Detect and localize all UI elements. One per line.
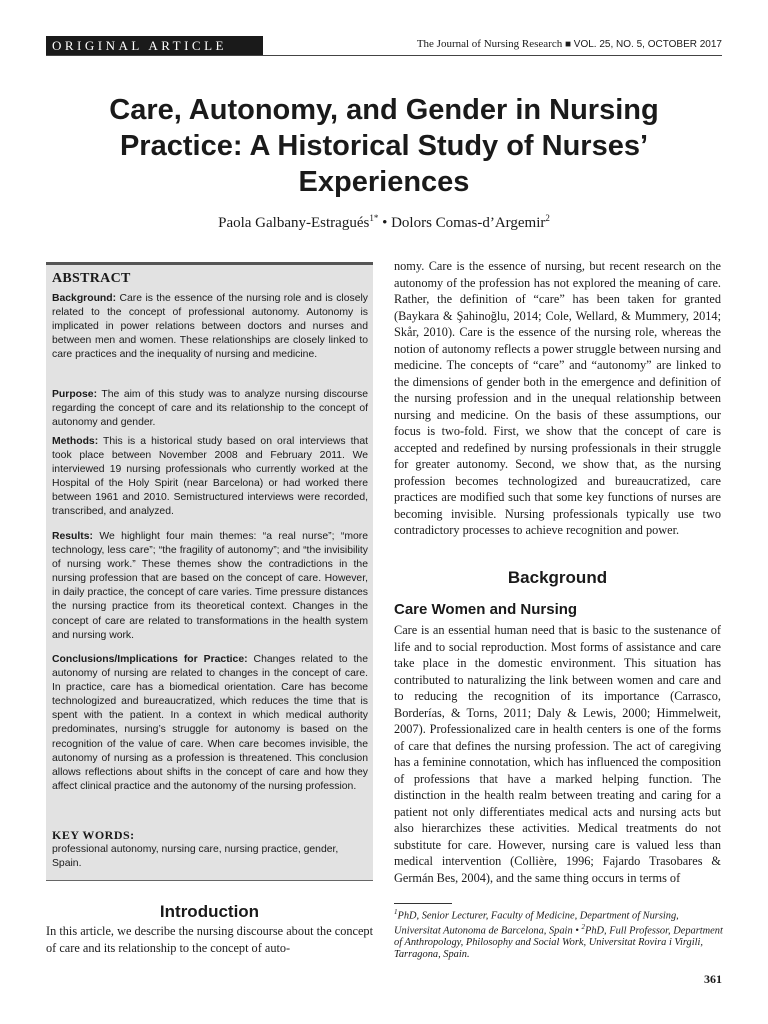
- abstract-purpose-text: The aim of this study was to analyze nursing discourse regarding the concept of care and its relationship to the concept of autonomy and gender.: [52, 389, 368, 429]
- author-1: Paola Galbany-Estragués: [218, 215, 370, 231]
- abstract-background-label: Background:: [52, 293, 117, 304]
- abstract-methods: [52, 435, 368, 520]
- author-1-affiliation: 1: [369, 213, 374, 223]
- footnote-sup-2: 2: [581, 923, 585, 932]
- header-rule: [46, 55, 722, 56]
- right-column-text: nomy. Care is the essence of nursing, but recent research on the autonomy of the profession has not explored the meaning of care. Rather, the definition of “care” has been taken for granted (Baykara & Şahinoğlu, 2014; Cole, Wellard, & Mummery, 2014; Skår, 2010). Care is the essence of the nursing role, whereas the notion of autonomy reflects a power struggle between nursing and medicine. The concepts of “care” and “autonomy” are linked to the dimensions of gender both in the emergence and definition of the nursing profession and in the unequal relationship between nursing and medicine. On the basis of these assumptions, our focus is two-fold. First, we show that the concept of care is accepted and redefined by nursing professionals in their struggle for greater autonomy. Second, we show that, as the nursing profession becomes technologized and bureaucratized, care practices are modified such that some key functions of nurses are becoming invisible. Nursing professionals typically use two contradictory processes to achieve recognition and power.: [394, 259, 721, 537]
- abstract-conclusions-text: Changes related to the autonomy of nursing are related to changes in the concept of care. In practice, care has a biomedical orientation. Care has become technologized and bureaucratized, which reduces the time that is spent with the patient. In a context in which medical authority predominates, nursing’s struggle for autonomy is based on the recognition of the value of care. When care becomes invisible, the autonomy of nursing as a profession is threatened. This conclusion allows reflections about shifts in the concept of care and how they affect clinical practice and the autonomy of the nursing profession.: [52, 654, 368, 792]
- abstract-box: [46, 262, 373, 881]
- abstract-conclusions-label: Conclusions/Implications for Practice:: [52, 654, 248, 665]
- author-2: Dolors Comas-d’Argemir: [391, 215, 546, 231]
- abstract-results-label: Results:: [52, 531, 93, 542]
- journal-name: The Journal of Nursing Research: [416, 38, 563, 50]
- abstract-background-text: Care is the essence of the nursing role and is closely related to the concept of professional autonomy. Autonomy is implicated in power relations between doctors and nurses and between men and women. These relationships are closely linked to care practices and the inequality of nursing and medicine.: [52, 293, 368, 361]
- author-line: [0, 213, 768, 232]
- abstract-results-text: We highlight four main themes: “a real nurse”; “more technology, less care”; “the fragility of autonomy”; and “the invisibility of nursing work.” These themes show the contradictions in the nursing profession that are based on the concept of care. However, in daily practice, the concept of care varies. Time pressure distances the nursing practice from its theoretical context. Changes in the concept of care are related to transformations in the health system and nursing work.: [52, 531, 368, 641]
- abstract-background: [52, 292, 368, 362]
- abstract-top-rule: [46, 262, 373, 265]
- abstract-results: [52, 530, 368, 643]
- affiliation-footnote: [394, 907, 724, 960]
- abstract-purpose: [52, 388, 368, 430]
- care-women-nursing-heading: Care Women and Nursing: [394, 601, 578, 618]
- abstract-conclusions: [52, 653, 368, 794]
- journal-header: [417, 38, 722, 50]
- author-separator: •: [378, 215, 392, 231]
- abstract-methods-text: This is a historical study based on oral interviews that took place between November 2008 and February 2011. We interviewed 19 nursing professionals who currently worked at the Hospital of the Holy Spirit (near Barcelona) or had worked there between 1961 and 2010. Semistructured interviews were recorded, transcribed, and analyzed.: [52, 436, 368, 518]
- keywords-heading: KEY WORDS:: [52, 828, 135, 842]
- abstract-heading: ABSTRACT: [52, 271, 131, 286]
- author-2-affiliation: 2: [545, 213, 550, 223]
- abstract-purpose-label: Purpose:: [52, 389, 98, 400]
- volume-info: VOL. 25, NO. 5, OCTOBER 2017: [573, 39, 722, 50]
- introduction-text: In this article, we describe the nursing discourse about the concept of care and its relationship to the concept of auto-: [46, 924, 373, 956]
- keywords-text: professional autonomy, nursing care, nursing practice, gender, Spain.: [52, 844, 339, 869]
- page-number: 361: [704, 972, 722, 986]
- background-heading: Background: [507, 568, 608, 587]
- footnote-sup-1: 1: [394, 908, 398, 916]
- footnote-affiliation-1: PhD, Senior Lecturer, Faculty of Medicine, Department of Nursing, Universitat Autonoma de Barcelona, Spain •: [394, 910, 679, 937]
- section-label: ORIGINAL ARTICLE: [46, 36, 263, 55]
- corresponding-marker: *: [373, 213, 379, 223]
- footnote-rule: [394, 903, 452, 904]
- header-separator: ■: [564, 39, 572, 50]
- article-title: Care, Autonomy, and Gender in Nursing Practice: A Historical Study of Nurses’ Experiences: [109, 94, 659, 198]
- introduction-heading: Introduction: [159, 902, 260, 921]
- care-section-text: Care is an essential human need that is basic to the sustenance of life and to social reproduction. Most forms of assistance and care take place in the domestic environment. This situation has contributed to naturalizing the link between women and care and to reducing the recognition of its importance (Carrasco, Borderías, & Torns, 2011; Daly & Lewis, 2000; Himmelweit, 2007). Professionalized care in health centers is one of the forms of care that defines the nursing profession. The act of caregiving has a feminine connotation, which has influenced the composition of professions that have a marked helping function. The distinction in the health realm between treating and caring for a patient not only differentiates medical acts and nursing acts but also hierarchizes these activities. Medical treatments do not substitute for care. However, nursing care is valued less than medical intervention (Collière, 1996; Fajardo Trasobares & Germán Bes, 2004), and the same thing occurs in terms of: [394, 623, 721, 885]
- footnote-affiliation-2: PhD, Full Professor, Department of Anthropology, Philosophy and Social Work, Universitat Rovira i Virgili, Tarragona, Spain.: [394, 925, 723, 960]
- abstract-methods-label: Methods:: [52, 436, 99, 447]
